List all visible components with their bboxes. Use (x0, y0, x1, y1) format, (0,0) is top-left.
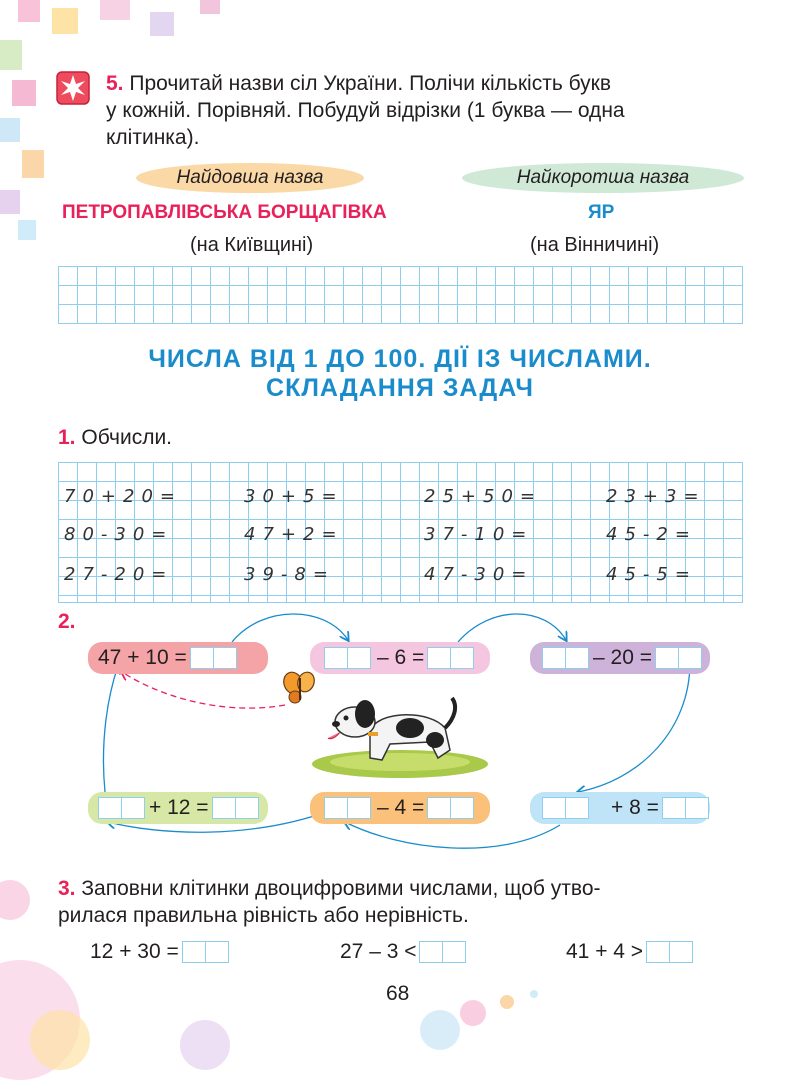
task5-line-1: Прочитай назви сіл України. Полічи кількість букв (129, 72, 612, 95)
chip-2-expression: – 6 = (377, 646, 425, 669)
task1-instruction: Обчисли. (81, 426, 173, 449)
chip-4-answer-boxes[interactable] (212, 797, 259, 819)
task3-expr-2-text: 27 – 3 < (340, 940, 417, 963)
expr-r3-c1: 27-20= (64, 564, 174, 585)
expr-r1-c3: 25+50= (424, 486, 542, 507)
chain-chip-1 (88, 642, 268, 674)
chip-6-answer-boxes[interactable] (662, 797, 709, 819)
longest-village-region: (на Київщині) (190, 234, 314, 256)
task3-expr-3 (566, 940, 693, 964)
chip-3-input-boxes[interactable] (542, 647, 589, 669)
task5-line-2: у кожній. Порівняй. Побудуй відрізки (1 буква — одна (106, 99, 625, 122)
expr-r3-c3: 47-30= (424, 564, 534, 585)
task3-line-1: Заповни клітинки двоцифровими числами, щоб утво- (81, 877, 601, 900)
expr-r1-c4: 23+3= (606, 486, 706, 507)
chain-chip-4 (88, 792, 268, 824)
expr-r3-c2: 39-8= (244, 564, 335, 585)
longest-village-name: ПЕТРОПАВЛІВСЬКА БОРЩАГІВКА (62, 202, 387, 223)
task3-expr-3-text: 41 + 4 > (566, 940, 644, 963)
task5-line-3: клітинка). (106, 126, 200, 149)
chip-2-answer-boxes[interactable] (427, 647, 474, 669)
task1-text (58, 424, 172, 451)
section-heading-line-2: СКЛАДАННЯ ЗАДАЧ (266, 374, 534, 402)
page-number: 68 (386, 982, 410, 1005)
task3-expr-1 (90, 940, 229, 964)
shortest-village-name: ЯР (588, 202, 615, 223)
task5-number: 5. (106, 72, 124, 95)
chain-chip-2 (310, 642, 490, 674)
chip-4-expression: + 12 = (149, 796, 209, 819)
chain-chip-3 (530, 642, 710, 674)
expr-r2-c4: 45-2= (606, 524, 697, 545)
chip-6-input-boxes[interactable] (542, 797, 589, 819)
task3-line-2: рилася правильна рівність або нерівність. (58, 904, 469, 927)
chip-5-expression: – 4 = (377, 796, 425, 819)
expr-r1-c1: 70+20= (64, 486, 182, 507)
task3-number: 3. (58, 877, 76, 900)
chip-5-answer-boxes[interactable] (427, 797, 474, 819)
expr-r2-c1: 80-30= (64, 524, 174, 545)
task3-expr-3-boxes[interactable] (646, 941, 693, 963)
longest-name-label: Найдовша назва (136, 163, 364, 193)
chain-chip-5 (310, 792, 490, 824)
chip-3-expression: – 20 = (593, 646, 652, 669)
task1-number: 1. (58, 426, 76, 449)
expr-r2-c2: 47+2= (244, 524, 344, 545)
chip-1-expression: 47 + 10 = (98, 646, 187, 669)
chip-1-answer-boxes[interactable] (190, 647, 237, 669)
chip-6-expression: + 8 = (611, 796, 659, 819)
chain-chip-6 (530, 792, 710, 824)
task5-grid[interactable] (58, 266, 743, 324)
task3-text (58, 875, 748, 929)
section-heading-line-1: ЧИСЛА ВІД 1 ДО 100. ДІЇ ІЗ ЧИСЛАМИ. (148, 345, 652, 373)
chip-3-answer-boxes[interactable] (655, 647, 702, 669)
expr-r2-c3: 37-10= (424, 524, 534, 545)
task3-expr-2-boxes[interactable] (419, 941, 466, 963)
chip-4-input-boxes[interactable] (98, 797, 145, 819)
chip-5-input-boxes[interactable] (324, 797, 371, 819)
expr-r3-c4: 45-5= (606, 564, 697, 585)
task2-number: 2. (58, 610, 76, 633)
expr-r1-c2: 30+5= (244, 486, 344, 507)
shortest-name-label: Найкоротша назва (462, 163, 744, 193)
task3-expr-2 (340, 940, 466, 964)
task5-star-icon (56, 71, 90, 105)
dog-illustration (310, 680, 490, 780)
task3-expr-1-text: 12 + 30 = (90, 940, 179, 963)
shortest-village-region: (на Вінничині) (530, 234, 660, 256)
chip-2-input-boxes[interactable] (324, 647, 371, 669)
task5-text (106, 70, 766, 151)
task3-expr-1-boxes[interactable] (182, 941, 229, 963)
